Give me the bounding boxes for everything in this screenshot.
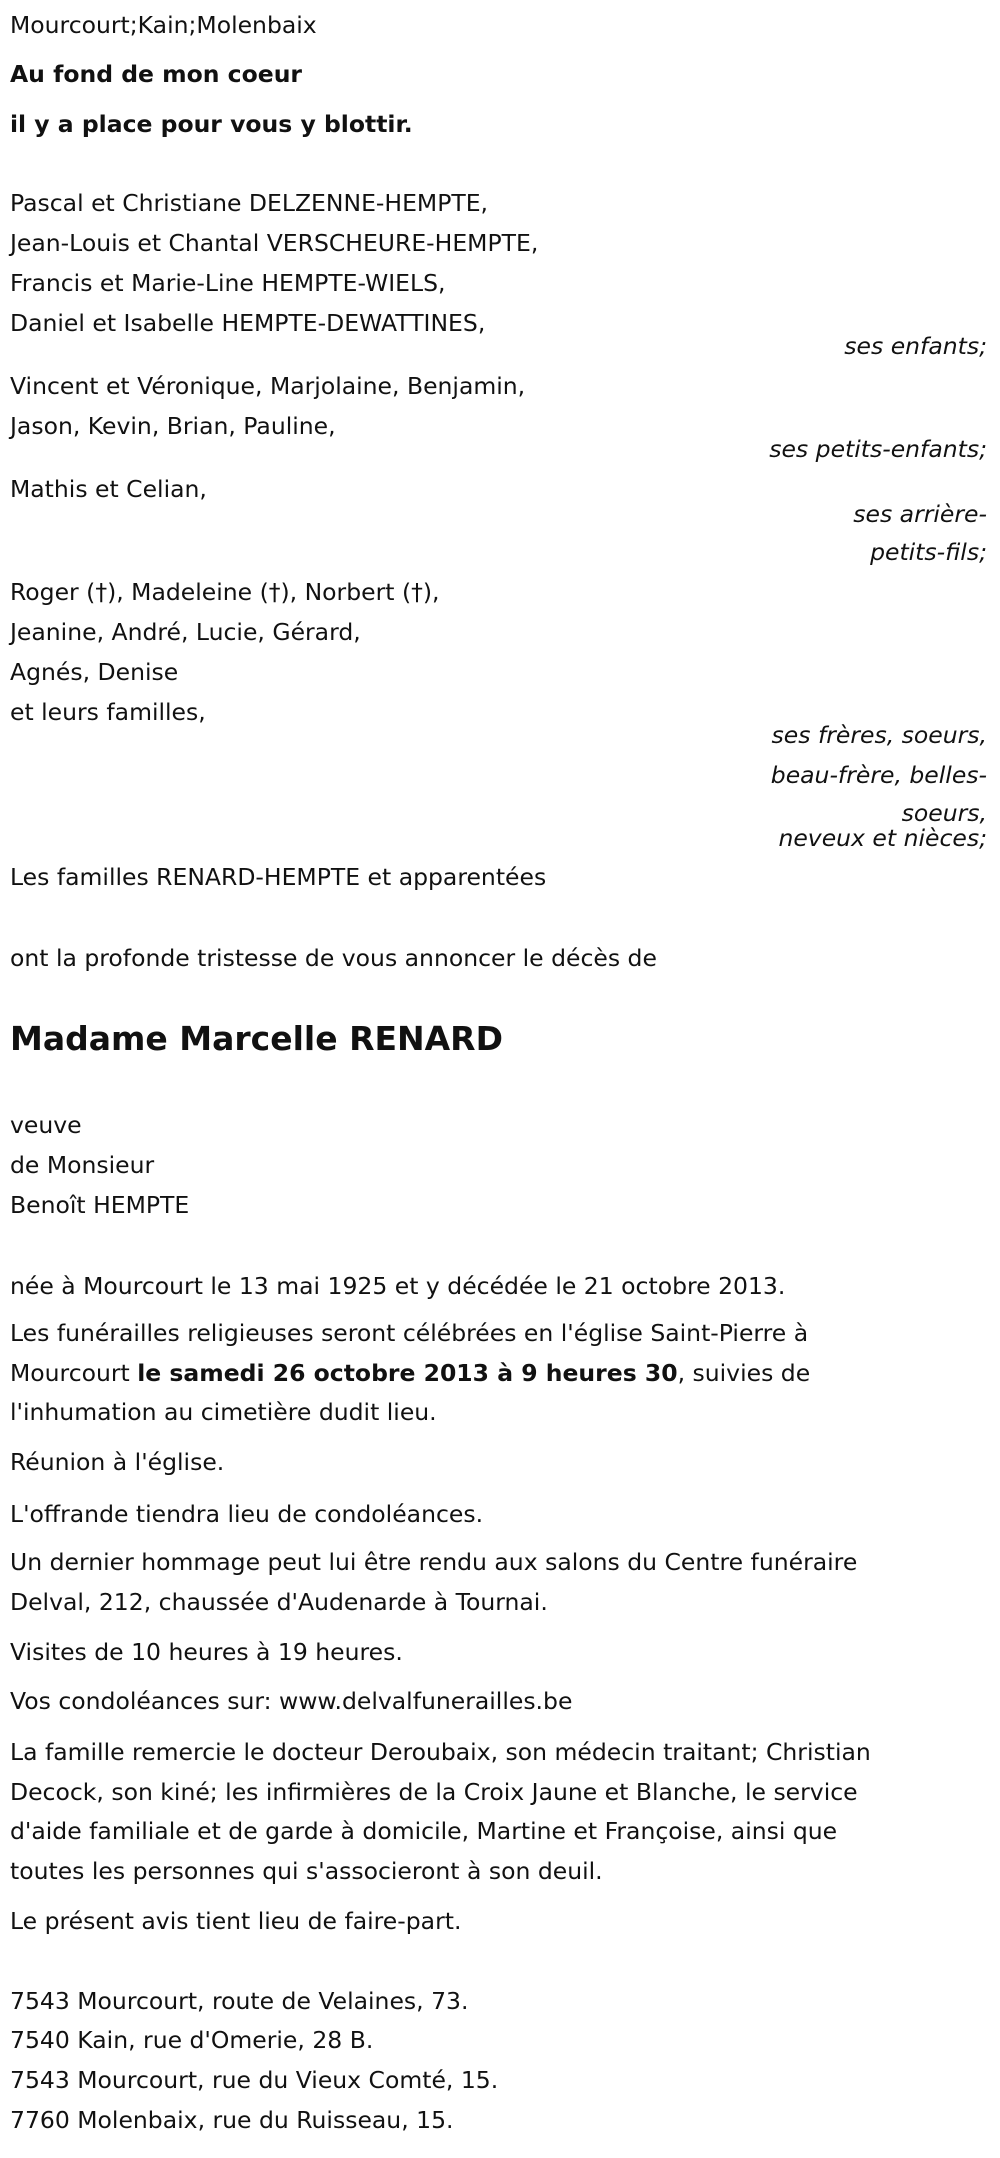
children-line: Daniel et Isabelle HEMPTE-DEWATTINES,: [10, 309, 486, 337]
other-families: Les familles RENARD-HEMPTE et apparentées: [10, 863, 547, 891]
children-line: Pascal et Christiane DELZENNE-HEMPTE,: [10, 189, 489, 217]
address: 7543 Mourcourt, route de Velaines, 73.: [10, 1987, 469, 2015]
children-line: Francis et Marie-Line HEMPTE-WIELS,: [10, 269, 446, 297]
great-grandchildren-label: ses arrière-: [853, 500, 987, 528]
siblings-label: neveux et nièces;: [778, 824, 987, 852]
thanks-line: toutes les personnes qui s'associeront à son deuil.: [10, 1857, 603, 1885]
funeral-date: le samedi 26 octobre 2013 à 9 heures 30: [137, 1359, 678, 1387]
address: 7760 Molenbaix, rue du Ruisseau, 15.: [10, 2106, 454, 2134]
children-line: Jean-Louis et Chantal VERSCHEURE-HEMPTE,: [10, 229, 539, 257]
meeting: Réunion à l'église.: [10, 1448, 225, 1476]
great-grandchildren-line: Mathis et Celian,: [10, 475, 207, 503]
great-grandchildren-label: petits-fils;: [870, 538, 987, 566]
siblings-label: soeurs,: [901, 799, 987, 827]
address: 7540 Kain, rue d'Omerie, 28 B.: [10, 2026, 374, 2054]
thanks-line: d'aide familiale et de garde à domicile, Martine et Françoise, ainsi que: [10, 1817, 838, 1845]
grandchildren-line: Jason, Kevin, Brian, Pauline,: [10, 412, 336, 440]
places: Mourcourt;Kain;Molenbaix: [10, 11, 317, 39]
grandchildren-label: ses petits-enfants;: [769, 435, 987, 463]
condolences: Vos condoléances sur: www.delvalfunerailles.be: [10, 1687, 573, 1715]
deceased-status: de Monsieur: [10, 1151, 155, 1179]
verse-line: il y a place pour vous y blottir.: [10, 110, 413, 138]
offering: L'offrande tiendra lieu de condoléances.: [10, 1500, 484, 1528]
siblings-line: et leurs familles,: [10, 698, 206, 726]
visits: Visites de 10 heures à 19 heures.: [10, 1638, 403, 1666]
funeral-line: [10, 1358, 810, 1388]
verse-line: Au fond de mon coeur: [10, 60, 303, 88]
siblings-label: beau-frère, belles-: [770, 761, 987, 789]
siblings-line: Jeanine, André, Lucie, Gérard,: [10, 618, 361, 646]
grandchildren-line: Vincent et Véronique, Marjolaine, Benjamin,: [10, 372, 526, 400]
funeral-line: Les funérailles religieuses seront célébrées en l'église Saint-Pierre à: [10, 1319, 809, 1347]
birth-death: née à Mourcourt le 13 mai 1925 et y décédée le 21 octobre 2013.: [10, 1272, 786, 1300]
announcement: ont la profonde tristesse de vous annoncer le décès de: [10, 944, 657, 972]
funeral-suffix: , suivies de: [677, 1359, 811, 1387]
thanks-line: Decock, son kiné; les infirmières de la Croix Jaune et Blanche, le service: [10, 1778, 858, 1806]
deceased-name: Madame Marcelle RENARD: [10, 1019, 503, 1058]
address: 7543 Mourcourt, rue du Vieux Comté, 15.: [10, 2066, 499, 2094]
siblings-line: Agnés, Denise: [10, 658, 179, 686]
homage-line: Un dernier hommage peut lui être rendu aux salons du Centre funéraire: [10, 1548, 858, 1576]
siblings-line: Roger (†), Madeleine (†), Norbert (†),: [10, 578, 440, 606]
children-label: ses enfants;: [844, 332, 987, 360]
notice: Le présent avis tient lieu de faire-part.: [10, 1907, 462, 1935]
deceased-status: veuve: [10, 1111, 82, 1139]
siblings-label: ses frères, soeurs,: [771, 721, 987, 749]
homage-line: Delval, 212, chaussée d'Audenarde à Tournai.: [10, 1588, 548, 1616]
deceased-status: Benoît HEMPTE: [10, 1191, 190, 1219]
funeral-place: Mourcourt: [10, 1359, 138, 1387]
funeral-line: l'inhumation au cimetière dudit lieu.: [10, 1398, 437, 1426]
thanks-line: La famille remercie le docteur Deroubaix, son médecin traitant; Christian: [10, 1738, 871, 1766]
